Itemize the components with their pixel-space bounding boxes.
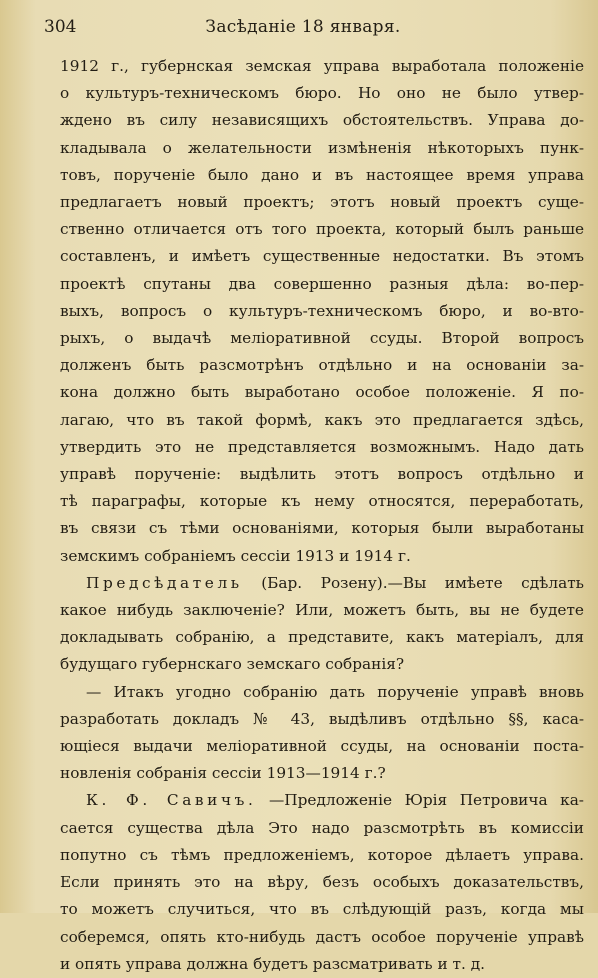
text-line: сается существа дѣла Это надо разсмотрѣть въ комиссіи: [60, 818, 584, 837]
text-line: [60, 570, 584, 597]
text-line: новленія собранія сессіи 1913—1914 г.?: [60, 764, 386, 783]
text-line: 1912 г., губернская земская управа выработала положеніе: [60, 57, 584, 75]
paragraph-1: [60, 53, 584, 570]
text-line: Если принять это на вѣру, безъ особыхъ доказательствъ,: [60, 873, 584, 892]
text-line: въ связи съ тѣми основаніями, которыя были выработаны: [60, 519, 584, 538]
speech-text: (Бар. Розену).—Вы имѣете сдѣлать: [242, 573, 584, 592]
text-line: и опять управа должна будетъ разсматривать и т. д.: [60, 954, 486, 973]
text-line: проектѣ спутаны два совершенно разныя дѣла: во-пер-: [60, 274, 584, 293]
text-line: товъ, порученіе было дано и въ настоящее время управа: [60, 165, 584, 184]
text-line: то можетъ случиться, что въ слѣдующій разъ, когда мы: [60, 900, 584, 919]
text-line: земскимъ собраніемъ сессіи 1913 и 1914 г.: [60, 546, 411, 565]
text-line: ждено въ силу независящихъ обстоятельствъ. Управа до-: [60, 111, 584, 130]
paragraph-4: [60, 787, 584, 977]
paragraph-2: [60, 570, 584, 679]
text-line: [60, 787, 584, 814]
text-line: о культуръ-техническомъ бюро. Но оно не было утвер-: [60, 84, 584, 103]
text-line: выхъ, вопросъ о культуръ-техническомъ бюро, и во-вто-: [60, 301, 584, 320]
text-line: управѣ порученіе: выдѣлить этотъ вопросъ отдѣльно и: [60, 465, 584, 484]
text-line: ственно отличается отъ того проекта, который былъ раньше: [60, 220, 584, 239]
text-line: кона должно быть выработано особое положеніе. Я по-: [60, 383, 584, 402]
speech-text: —Предложеніе Юрія Петровича ка-: [256, 791, 584, 810]
text-line: ющіеся выдачи меліоративной ссуды, на основаніи поста-: [60, 737, 584, 756]
text-line: рыхъ, о выдачѣ меліоративной ссуды. Второй вопросъ: [60, 329, 584, 348]
speaker-name: Предсѣдатель: [86, 573, 243, 592]
text-line: утвердить это не представляется возможнымъ. Надо дать: [60, 437, 584, 456]
running-title: Засѣданіе 18 января.: [205, 17, 401, 37]
text-line: — Итакъ угодно собранію дать порученіе управѣ вновь: [86, 682, 584, 701]
text-line: какое нибудь заключеніе? Или, можетъ быть, вы не будете: [60, 601, 584, 620]
text-line: предлагаетъ новый проектъ; этотъ новый проектъ суще-: [60, 193, 584, 212]
text-line: разработать докладъ № 43, выдѣливъ отдѣльно §§, каса-: [60, 709, 584, 728]
page-number: 304: [44, 17, 77, 37]
paragraph-3: [60, 679, 584, 788]
text-line: кладывала о желательности измѣненія нѣкоторыхъ пунк-: [60, 138, 584, 157]
text-line: попутно съ тѣмъ предложеніемъ, которое дѣлаетъ управа.: [60, 845, 584, 864]
body-text: [60, 53, 584, 978]
text-line: тѣ параграфы, которые къ нему относятся, переработать,: [60, 492, 584, 511]
page-header: [44, 14, 562, 40]
text-line: составленъ, и имѣетъ существенные недостатки. Въ этомъ: [60, 247, 584, 266]
text-line: докладывать собранію, а представите, какъ матеріалъ, для: [60, 628, 584, 647]
text-line: соберемся, опять кто-нибудь дастъ особое порученіе управѣ: [60, 927, 584, 946]
text-line: будущаго губернскаго земскаго собранія?: [60, 655, 405, 674]
text-line: лагаю, что въ такой формѣ, какъ это предлагается здѣсь,: [60, 410, 584, 429]
speaker-name: К. Ф. Савичъ.: [86, 791, 257, 810]
text-line: долженъ быть разсмотрѣнъ отдѣльно и на основаніи за-: [60, 356, 584, 375]
